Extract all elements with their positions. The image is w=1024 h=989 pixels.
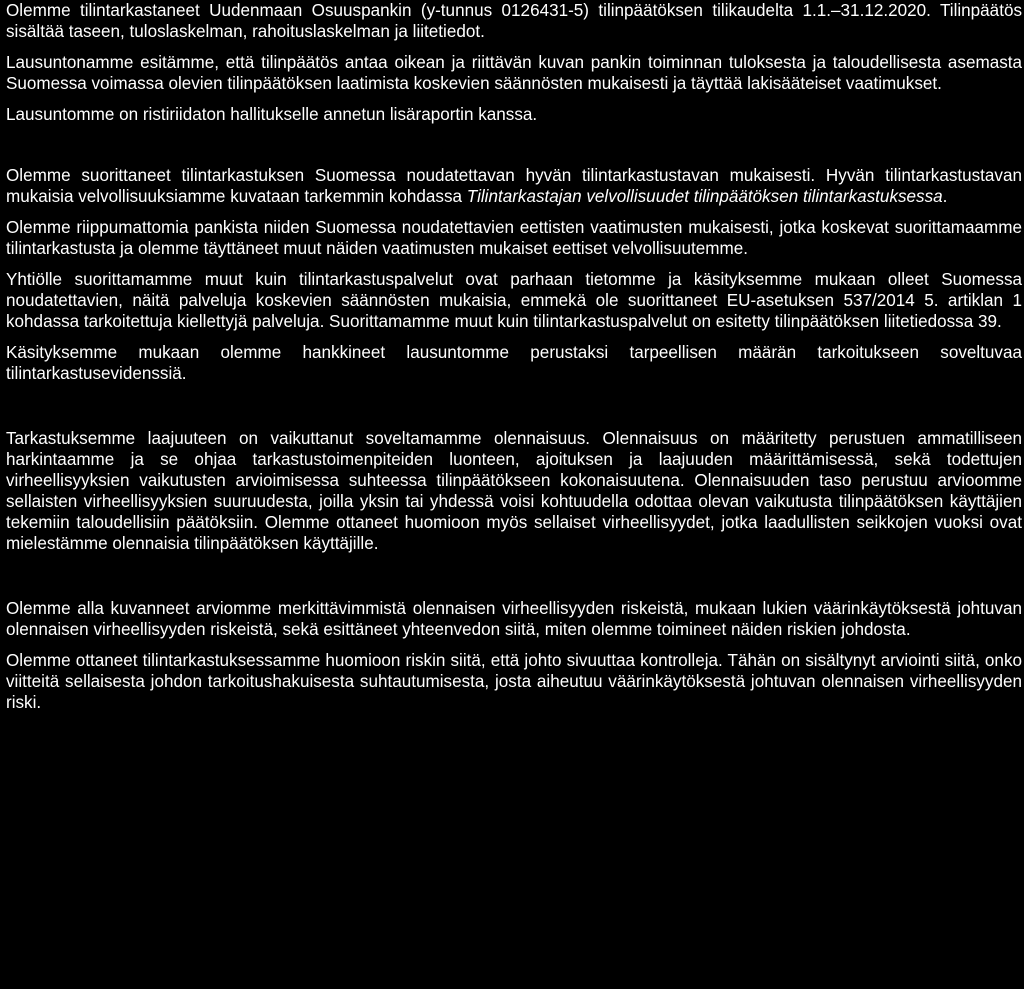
paragraph-audit-basis-end: . <box>942 187 948 206</box>
paragraph-audited-statements: Olemme tilintarkastaneet Uudenmaan Osuuspankin (y-tunnus 0126431-5) tilinpäätöksen tilikaudelta 1.1.–31.12.2020. Tilinpäätös sisältää taseen, tuloslaskelman, rahoituslaskelman ja liitetiedot. <box>6 1 1022 41</box>
paragraph-non-audit-services: Yhtiölle suorittamamme muut kuin tilintarkastuspalvelut ovat parhaan tietomme ja käsityksemme mukaan olleet Suomessa noudatettavien, näitä palveluja koskevien säännösten mukaisia, emmekä ole suorittaneet EU-asetuksen 537/2014 5. artiklan 1 kohdassa tarkoitettuja kiellettyjä palveluja. Suorittamamme muut kuin tilintarkastuspalvelut on esitetty tilinpäätöksen liitetiedossa 39. <box>6 270 1022 331</box>
paragraph-independence: Olemme riippumattomia pankista niiden Suomessa noudatettavien eettisten vaatimusten mukaisesti, jotka koskevat suorittamaamme tilintarkastusta ja olemme täyttäneet muut näiden vaatimusten mukaiset eettiset velvollisuutemme. <box>6 218 1022 258</box>
audit-report-page <box>6 0 1022 713</box>
paragraph-management-override: Olemme ottaneet tilintarkastuksessamme huomioon riskin siitä, että johto sivuuttaa kontrolleja. Tähän on sisältynyt arviointi siitä, onko viitteitä sellaisesta johdon tarkoitushakuisesta suhtautumisesta, josta aiheutuu väärinkäytöksestä johtuvan olennaisen virheellisyyden riski. <box>6 651 1022 712</box>
paragraph-consistency: Lausuntomme on ristiriidaton hallitukselle annetun lisäraportin kanssa. <box>6 105 538 124</box>
paragraph-key-risks: Olemme alla kuvanneet arviomme merkittävimmistä olennaisen virheellisyyden riskeistä, mukaan lukien väärinkäytöksestä johtuvan olennaisen virheellisyyden riskeistä, sekä esittäneet yhteenvedon siitä, miten olemme toimineet näiden riskien johdosta. <box>6 599 1022 639</box>
paragraph-materiality: Tarkastuksemme laajuuteen on vaikuttanut soveltamamme olennaisuus. Olennaisuus on määritetty perustuen ammatilliseen harkintaamme ja se ohjaa tarkastustoimenpiteiden luonteen, ajoituksen ja laajuuden määrittämisessä, sekä todettujen virheellisyyksien vaikutusten arvioimisessa suhteessa tilinpäätökseen kokonaisuutena. Olennaisuuden taso perustuu arvioomme sellaisten virheellisyyksien suuruudesta, joilla yksin tai yhdessä voisi kohtuudella odottaa olevan vaikutusta tilinpäätöksen käyttäjien tekemiin taloudellisiin päätöksiin. Olemme ottaneet huomioon myös sellaiset virheellisyydet, jotka laadullisten seikkojen vuoksi ovat mielestämme olennaisia tilinpäätöksen käyttäjille. <box>6 429 1022 553</box>
paragraph-audit-basis <box>6 165 1022 207</box>
paragraph-audit-evidence: Käsityksemme mukaan olemme hankkineet lausuntomme perustaksi tarpeellisen määrän tarkoitukseen soveltuvaa tilintarkastusevidenssiä. <box>6 343 1022 383</box>
paragraph-opinion: Lausuntonamme esitämme, että tilinpäätös antaa oikean ja riittävän kuvan pankin toiminnan tuloksesta ja taloudellisesta asemasta Suomessa voimassa olevien tilinpäätöksen laatimista koskevien säännösten mukaisesti ja täyttää lakisääteiset vaatimukset. <box>6 53 1022 93</box>
section-reference: Tilintarkastajan velvollisuudet tilinpäätöksen tilintarkastuksessa <box>466 187 943 206</box>
paragraph-audit-basis-text: Olemme suorittaneet tilintarkastuksen Suomessa noudatettavan hyvän tilintarkastustavan mukaisesti. Hyvän tilintarkastustavan mukaisia velvollisuuksiamme kuvataan tarkemmin kohdassa <box>6 166 1022 206</box>
